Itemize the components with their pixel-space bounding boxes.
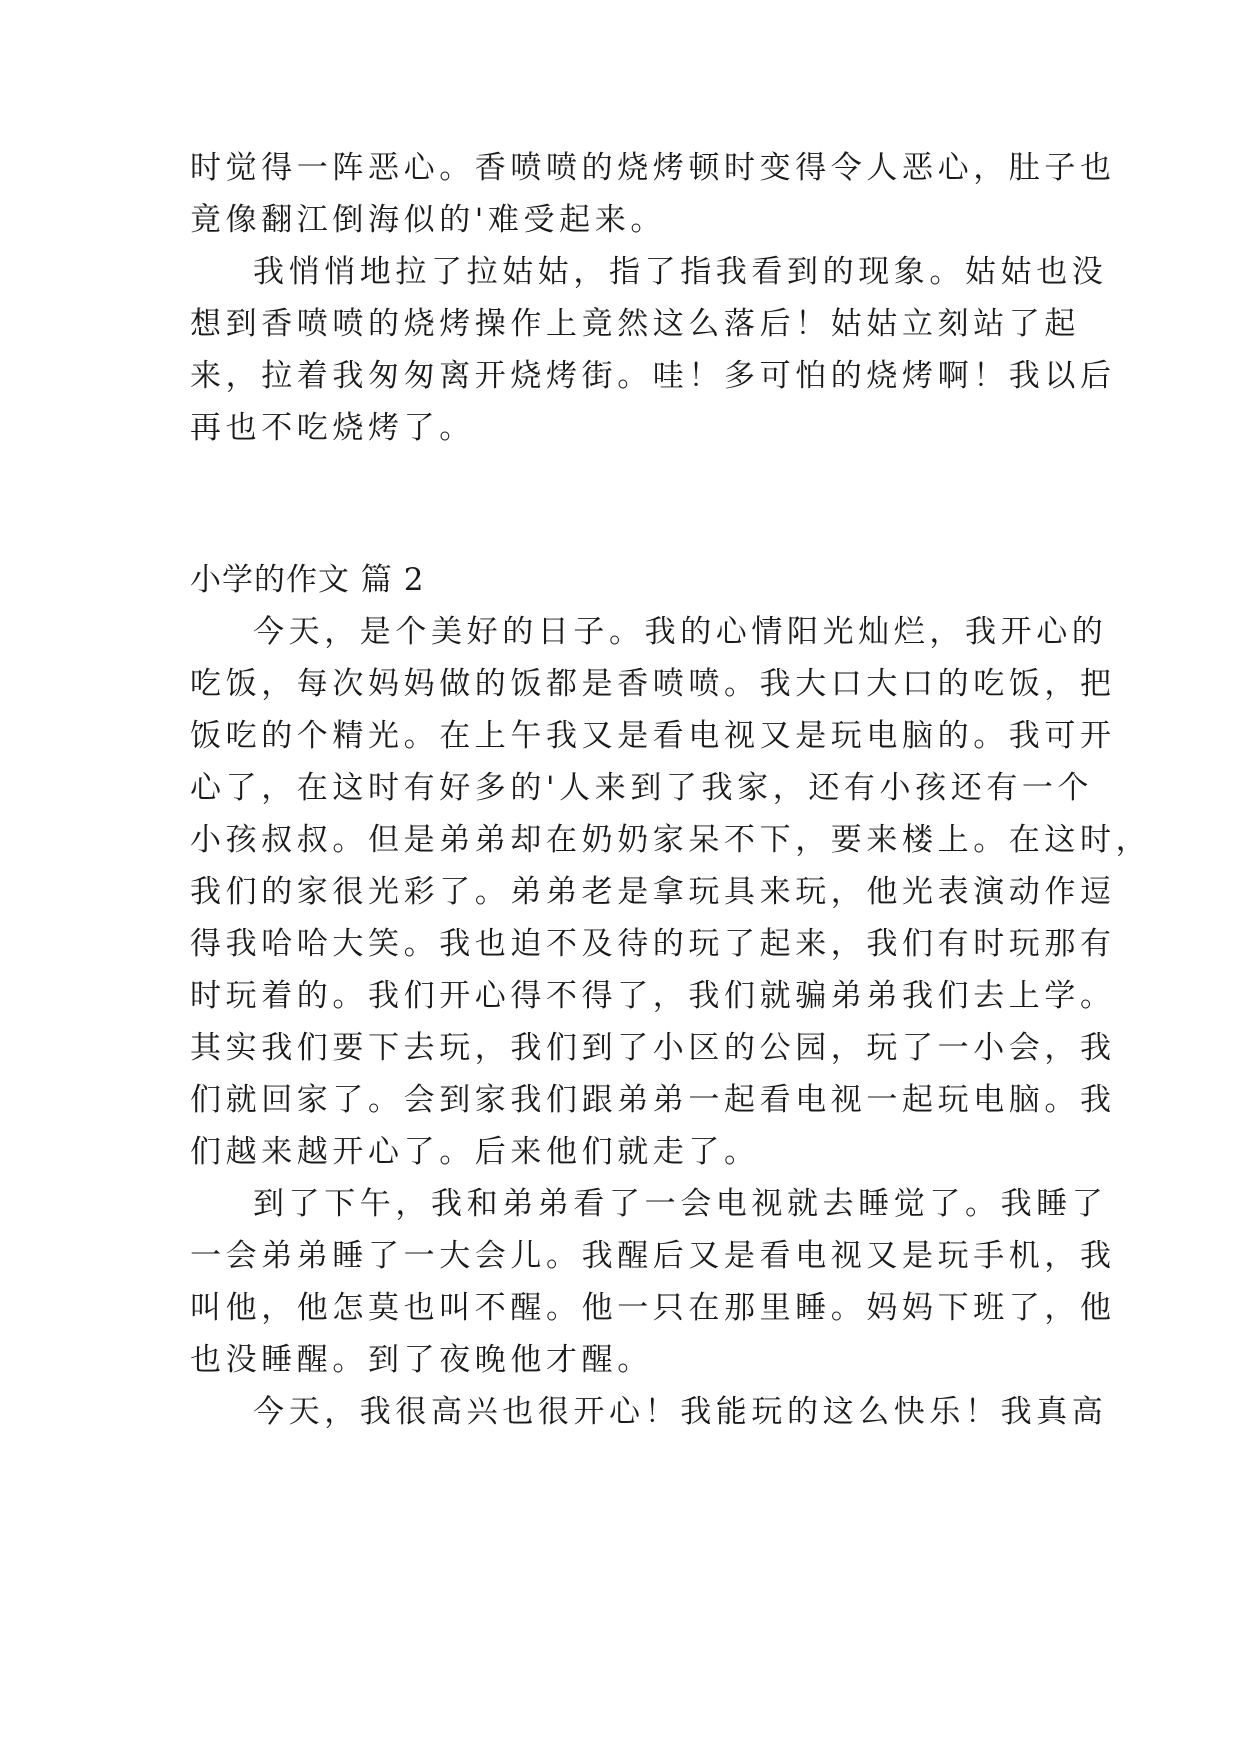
paragraph-line: 们越来越开心了。后来他们就走了。 — [190, 1134, 760, 1170]
paragraph-line: 得我哈哈大笑。我也迫不及待的玩了起来，我们有时玩那有 — [190, 926, 1116, 962]
paragraph-line: 竟像翻江倒海似的'难受起来。 — [190, 202, 666, 238]
section-heading: 小学的作文 篇 2 — [190, 562, 425, 598]
paragraph-line: 饭吃的个精光。在上午我又是看电视又是玩电脑的。我可开 — [190, 718, 1116, 754]
paragraph-line: 到了下午，我和弟弟看了一会电视就去睡觉了。我睡了 — [253, 1186, 1108, 1222]
paragraph-line: 也没睡醒。到了夜晚他才醒。 — [190, 1342, 653, 1378]
paragraph-line: 其实我们要下去玩，我们到了小区的公园，玩了一小会，我 — [190, 1030, 1116, 1066]
paragraph-line: 今天，是个美好的日子。我的心情阳光灿烂，我开心的 — [253, 614, 1108, 650]
paragraph-line: 一会弟弟睡了一大会儿。我醒后又是看电视又是玩手机，我 — [190, 1238, 1116, 1274]
paragraph-line: 心了，在这时有好多的'人来到了我家，还有小孩还有一个 — [190, 770, 1094, 806]
paragraph-line: 来，拉着我匆匆离开烧烤街。哇！多可怕的烧烤啊！我以后 — [190, 358, 1116, 394]
paragraph-line: 我悄悄地拉了拉姑姑，指了指我看到的现象。姑姑也没 — [253, 254, 1108, 290]
paragraph-line: 吃饭，每次妈妈做的饭都是香喷喷。我大口大口的吃饭，把 — [190, 666, 1116, 702]
paragraph-line: 再也不吃烧烤了。 — [190, 410, 475, 446]
paragraph-line: 们就回家了。会到家我们跟弟弟一起看电视一起玩电脑。我 — [190, 1082, 1116, 1118]
paragraph-line: 我们的家很光彩了。弟弟老是拿玩具来玩，他光表演动作逗 — [190, 874, 1116, 910]
paragraph-line: 时觉得一阵恶心。香喷喷的烧烤顿时变得令人恶心，肚子也 — [190, 150, 1116, 186]
paragraph-line: 小孩叔叔。但是弟弟却在奶奶家呆不下，要来楼上。在这时， — [190, 822, 1152, 858]
paragraph-line: 时玩着的。我们开心得不得了，我们就骗弟弟我们去上学。 — [190, 978, 1116, 1014]
paragraph-line: 叫他，他怎莫也叫不醒。他一只在那里睡。妈妈下班了，他 — [190, 1290, 1116, 1326]
paragraph-line: 想到香喷喷的烧烤操作上竟然这么落后！姑姑立刻站了起 — [190, 306, 1080, 342]
paragraph-line: 今天，我很高兴也很开心！我能玩的这么快乐！我真高 — [253, 1394, 1108, 1430]
